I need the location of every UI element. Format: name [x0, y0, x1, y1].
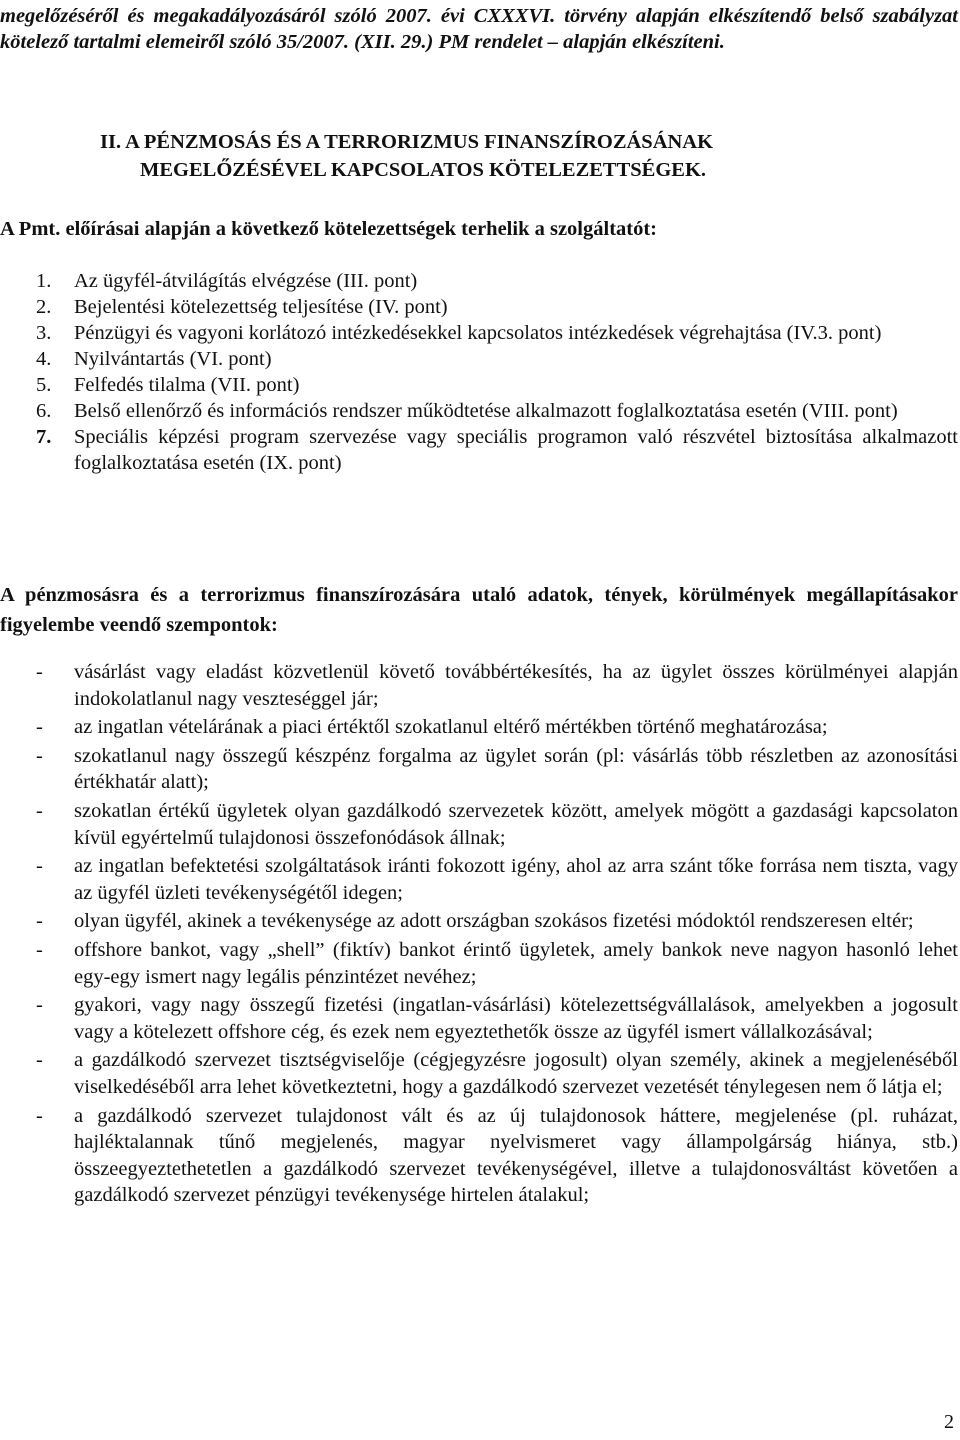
- list-item-dash: -: [36, 661, 43, 683]
- page-number: 2: [944, 1411, 954, 1433]
- list-item: [0, 398, 958, 424]
- list-item: [0, 346, 958, 372]
- list-item-number: 2.: [36, 296, 52, 318]
- list-item-text: offshore bankot, vagy „shell” (fiktív) bankot érintő ügyletek, amely bankok neve nagyon hasonló lehet egy-egy ismert nagy legális pénzintézet nevéhez;: [74, 938, 958, 988]
- list-item: [0, 937, 958, 990]
- list-item-text: Az ügyfél-átvilágítás elvégzése (III. pont): [74, 270, 418, 292]
- list-item: [0, 372, 958, 398]
- list-item-text: olyan ügyfél, akinek a tevékenysége az adott országban szokásos fizetési módoktól rendszeresen eltér;: [74, 910, 914, 933]
- intro-paragraph: megelőzéséről és megakadályozásáról szóló 2007. évi CXXXVI. törvény alapján elkészítendő belső szabályzat kötelező tartalmi elemeiről szóló 35/2007. (XII. 29.) PM rendelet – alapján elkészíteni.: [0, 5, 958, 53]
- list-item-dash: -: [36, 1049, 43, 1072]
- list-item-dash: -: [36, 938, 43, 961]
- list-item-text: Felfedés tilalma (VII. pont): [74, 374, 300, 396]
- considerations-list: [0, 659, 958, 1211]
- list-item-text: gyakori, vagy nagy összegű fizetési (ingatlan-vásárlási) kötelezettségvállalások, amelyekben a jogosult vagy a kötelezett offshore cég, és ezek nem egyeztethetők össze az ügyfél ismert vállalkozásával;: [74, 994, 958, 1043]
- list-item-number: 3.: [36, 322, 52, 344]
- list-item-dash: -: [36, 1104, 43, 1127]
- list-item-text: az ingatlan befektetési szolgáltatások iránti fokozott igény, ahol az arra szánt tőke forrása nem tiszta, vagy az ügyfél üzleti tevékenységétől idegen;: [74, 855, 958, 904]
- list-item-dash: -: [36, 910, 43, 933]
- list-item: [0, 908, 958, 935]
- list-item-text: szokatlanul nagy összegű készpénz forgalma az ügylet során (pl: vásárlás több részletben az azonosítási értékhatár alatt);: [74, 744, 958, 794]
- list-item: [0, 853, 958, 906]
- list-item-text: Pénzügyi és vagyoni korlátozó intézkedésekkel kapcsolatos intézkedések végrehajtása (IV.3. pont): [74, 322, 882, 344]
- list-item-dash: -: [36, 799, 43, 822]
- list-item-text: Nyilvántartás (VI. pont): [74, 348, 272, 370]
- list-item: [0, 424, 958, 476]
- considerations-heading: A pénzmosásra és a terrorizmus finanszírozására utaló adatok, tények, körülmények megállapításakor figyelembe veendő szempontok:: [0, 584, 958, 636]
- list-item: [0, 1047, 958, 1100]
- list-item-text: a gazdálkodó szervezet tulajdonost vált és az új tulajdonosok háttere, megjelenése (pl. ruházat, hajléktalannak tűnő megjelenés, magyar nyelvismeret vagy állampolgárság hiánya, stb.) összeegyeztethetetlen a gazdálkodó szervezet tevékenységével, illetve a tulajdonosváltást követően a gazdálkodó szervezet pénzügyi tevékenysége hirtelen átalakul;: [74, 1104, 958, 1207]
- list-item: [0, 992, 958, 1045]
- lead-paragraph: A Pmt. előírásai alapján a következő kötelezettségek terhelik a szolgáltatót:: [0, 218, 658, 240]
- list-item-text: Belső ellenőrző és információs rendszer működtetése alkalmazott foglalkoztatása esetén (VIII. pont): [74, 400, 898, 422]
- list-item-number: 4.: [36, 348, 52, 370]
- list-item-text: Speciális képzési program szervezése vagy speciális programon való részvétel biztosítása alkalmazott foglalkoztatása esetén (IX. pont): [74, 426, 958, 474]
- list-item-number: 5.: [36, 374, 52, 396]
- list-item-number: 6.: [36, 400, 52, 422]
- list-item: [0, 798, 958, 851]
- list-item: [0, 1103, 958, 1209]
- list-item: [0, 294, 958, 320]
- list-item: [0, 320, 958, 346]
- list-item-text: Bejelentési kötelezettség teljesítése (IV. pont): [74, 296, 448, 318]
- obligations-list: [0, 268, 958, 476]
- list-item-dash: -: [36, 744, 43, 767]
- list-item-number: 7.: [36, 426, 52, 448]
- list-item-dash: -: [36, 994, 43, 1017]
- list-item: [0, 714, 958, 741]
- list-item: [0, 743, 958, 796]
- list-item-text: vásárlást vagy eladást közvetlenül követő továbbértékesítés, ha az ügylet összes körülményei alapján indokolatlanul nagy veszteséggel jár;: [74, 661, 958, 710]
- list-item-text: szokatlan értékű ügyletek olyan gazdálkodó szervezetek között, amelyek mögött a gazdasági kapcsolaton kívül egyértelmű tulajdonosi összefonódások állnak;: [74, 799, 958, 849]
- section-heading-line-1: II. A PÉNZMOSÁS ÉS A TERRORIZMUS FINANSZÍROZÁSÁNAK: [100, 131, 714, 153]
- list-item-text: az ingatlan vételárának a piaci értéktől szokatlanul eltérő mértékben történő meghatározása;: [74, 716, 828, 739]
- list-item: [0, 659, 958, 712]
- list-item-text: a gazdálkodó szervezet tisztségviselője (cégjegyzésre jogosult) olyan személy, akinek a megjelenéséből viselkedéséből arra lehet következtetni, hogy a gazdálkodó szervezet vezetését ténylegesen nem ő látja el;: [74, 1049, 958, 1098]
- section-heading-line-2: MEGELŐZÉSÉVEL KAPCSOLATOS KÖTELEZETTSÉGEK.: [140, 159, 707, 181]
- list-item-dash: -: [36, 855, 43, 878]
- list-item-number: 1.: [36, 270, 52, 292]
- section-heading: [100, 128, 920, 184]
- list-item: [0, 268, 958, 294]
- list-item-dash: -: [36, 716, 43, 739]
